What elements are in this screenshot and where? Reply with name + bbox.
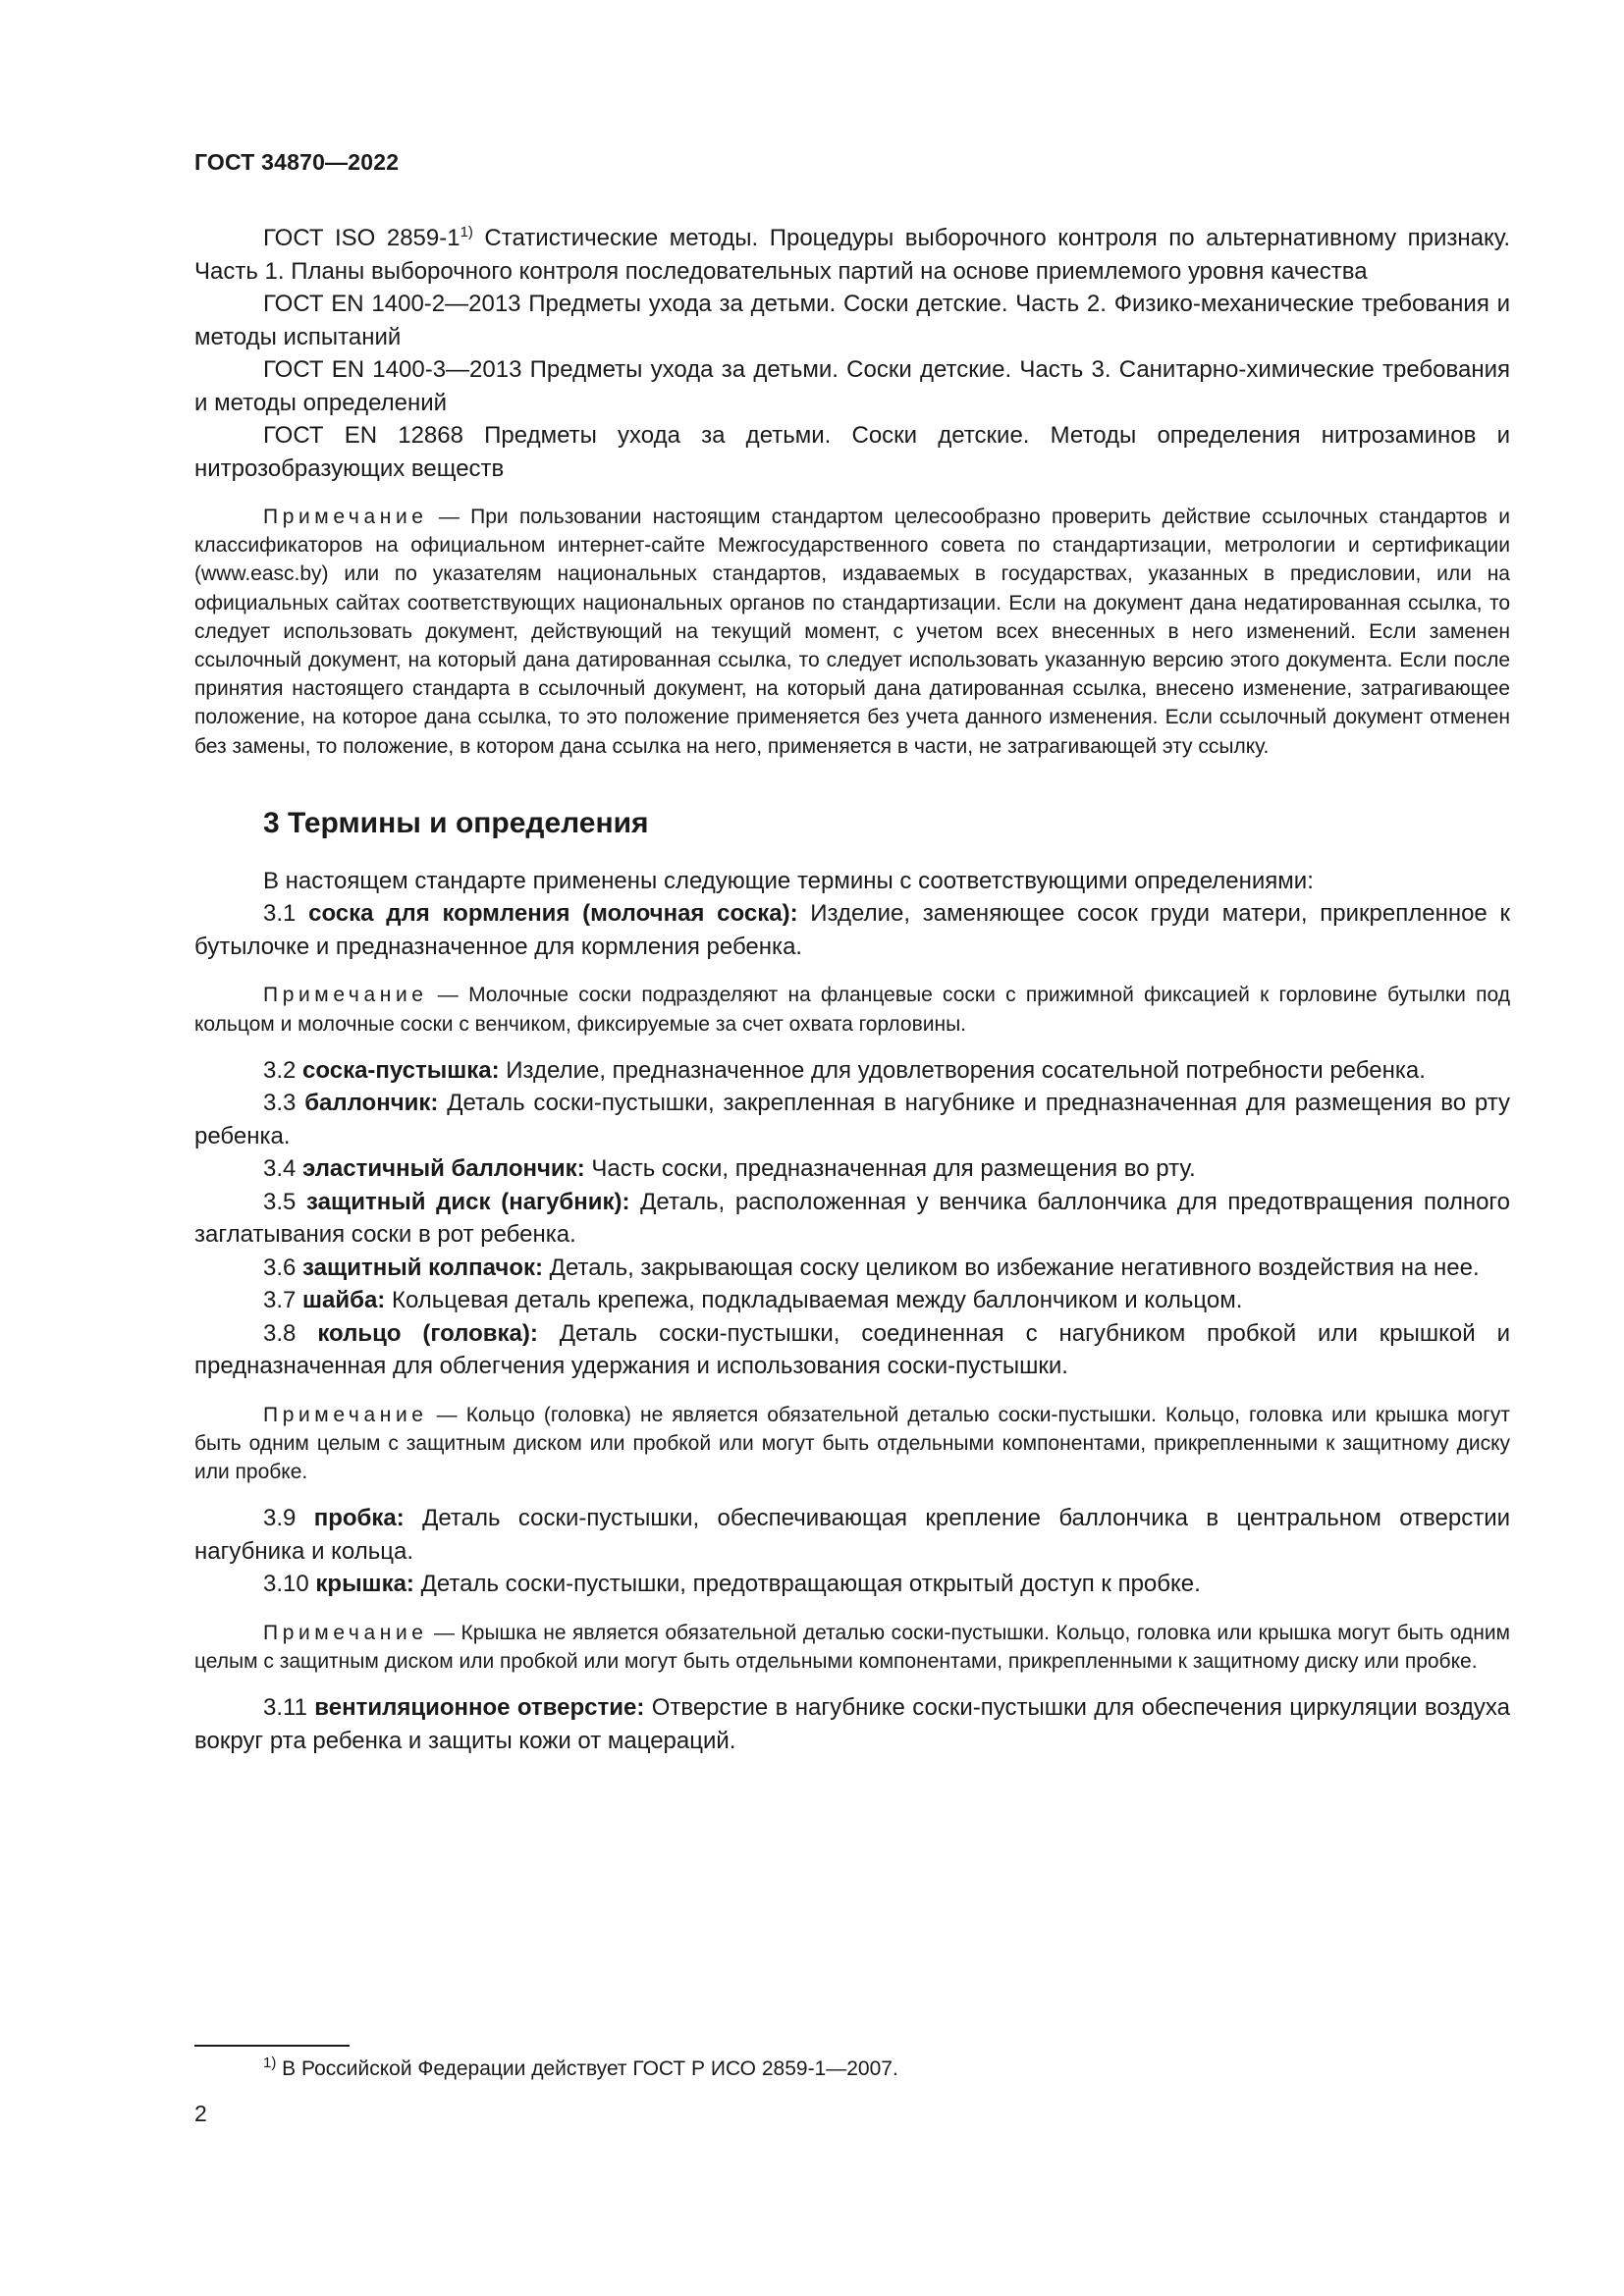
reference-item xyxy=(194,222,1510,288)
term-entry xyxy=(194,1087,1510,1152)
footnote xyxy=(263,2056,898,2083)
note-dash: — xyxy=(427,1621,461,1644)
term-number: 3.7 xyxy=(263,1287,303,1314)
term-note xyxy=(194,1401,1510,1487)
note-label: Примечание xyxy=(263,1621,428,1644)
note-references xyxy=(194,503,1510,761)
footnote-text: В Российской Федерации действует ГОСТ Р ИСО 2859-1—2007. xyxy=(276,2057,898,2080)
term-definition: Часть соски, предназначенная для размещения во рту. xyxy=(584,1155,1196,1183)
note-text: При пользовании настоящим стандартом целесообразно проверить действие ссылочных стандартов и классификаторов на официальном интернет-сайте Межгосударственного совета по стандартизации, метрологии и сертификации (www.easc.by) или по указателям национальных стандартов, издаваемых в государствах, указанных в предисловии, или на официальных сайтах соответствующих национальных органов по стандартизации. Если на документ дана недатированная ссылка, то следует использовать документ, действующий на текущий момент, с учетом всех внесенных в него изменений. Если заменен ссылочный документ, на который дана датированная ссылка, то следует использовать указанную версию этого документа. Если после принятия настоящего стандарта в ссылочный документ, на который дана датированная ссылка, внесено изменение, затрагивающее положение, на которое дана ссылка, то это положение применяется без учета данного изменения. Если ссылочный документ отменен без замены, то положение, в котором дана ссылка на него, применяется в части, не затрагивающей эту ссылку. xyxy=(194,506,1510,758)
term-note xyxy=(194,981,1510,1038)
term-definition: Деталь соски-пустышки, обеспечивающая крепление баллончика в центральном отверстии нагубника и кольца. xyxy=(194,1505,1511,1565)
footnote-marker: 1) xyxy=(460,224,473,240)
term-number: 3.4 xyxy=(263,1155,303,1183)
document-body xyxy=(194,222,1510,1757)
section-intro: В настоящем стандарте применены следующие термины с соответствующими определениями: xyxy=(263,867,1314,894)
term-note xyxy=(194,1619,1510,1676)
term-name: защитный диск (нагубник): xyxy=(306,1188,630,1215)
term-name: пробка: xyxy=(313,1505,405,1532)
term-entry xyxy=(194,1317,1510,1383)
term-number: 3.1 xyxy=(263,900,309,928)
term-number: 3.8 xyxy=(263,1319,318,1347)
term-entry xyxy=(194,1252,1510,1285)
term-definition: Деталь соски-пустышки, предотвращающая открытый доступ к пробке. xyxy=(413,1571,1201,1598)
note-text: Молочные соски подразделяют на фланцевые соски с прижимной фиксацией к горловине бутылки под кольцом и молочные соски с венчиком, фиксируемые за счет охвата горловины. xyxy=(194,984,1511,1036)
note-label: Примечание xyxy=(263,984,428,1007)
term-number: 3.10 xyxy=(263,1571,316,1598)
term-entry xyxy=(194,1502,1510,1568)
term-number: 3.11 xyxy=(263,1694,315,1722)
document-header: ГОСТ 34870—2022 xyxy=(194,149,400,175)
note-text: Кольцо (головка) не является обязательной деталью соски-пустышки. Кольцо, головка или крышка могут быть одним целым с защитным диском или пробкой или могут быть отдельными компонентами, прикрепленными к защитному диску или пробке. xyxy=(194,1403,1511,1484)
term-entry xyxy=(194,1186,1510,1252)
reference-code: ГОСТ ISO 2859-1 xyxy=(263,225,460,251)
term-name: соска-пустышка: xyxy=(302,1056,500,1084)
footnote-divider xyxy=(194,2045,350,2047)
note-dash: — xyxy=(427,1403,466,1426)
note-text: Крышка не является обязательной деталью соски-пустышки. Кольцо, головка или крышка могут быть одним целым с защитным диском или пробкой или могут быть отдельными компонентами, прикрепленными к защитному диску или пробке. xyxy=(194,1621,1510,1674)
term-number: 3.3 xyxy=(263,1090,305,1117)
term-name: защитный колпачок: xyxy=(302,1254,544,1281)
note-label: Примечание xyxy=(263,506,428,528)
term-entry xyxy=(194,1284,1510,1317)
term-name: эластичный баллончик: xyxy=(302,1155,585,1183)
term-definition: Деталь, закрывающая соску целиком во избежание негативного воздействия на нее. xyxy=(543,1254,1480,1281)
note-dash: — xyxy=(427,984,469,1007)
term-entry xyxy=(194,1152,1510,1186)
term-definition: Деталь соски-пустышки, закрепленная в нагубнике и предназначенная для размещения во рту ребенка. xyxy=(194,1090,1511,1149)
reference-item: ГОСТ EN 1400-2—2013 Предметы ухода за детьми. Соски детские. Часть 2. Физико-механические требования и методы испытаний xyxy=(194,291,1510,350)
term-entry xyxy=(194,1568,1510,1601)
term-definition: Изделие, заменяющее сосок груди матери, прикрепленное к бутылочке и предназначенное для кормления ребенка. xyxy=(194,900,1511,960)
reference-text: Статистические методы. Процедуры выборочного контроля по альтернативному признаку. Часть 1. Планы выборочного контроля последовательных партий на основе приемлемого уровня качества xyxy=(194,225,1510,285)
reference-item: ГОСТ EN 12868 Предметы ухода за детьми. Соски детские. Методы определения нитрозаминов и нитрозобразующих веществ xyxy=(194,422,1510,482)
term-name: крышка: xyxy=(315,1571,414,1598)
reference-item: ГОСТ EN 1400-3—2013 Предметы ухода за детьми. Соски детские. Часть 3. Санитарно-химические требования и методы определений xyxy=(194,356,1510,416)
footnote-mark: 1) xyxy=(263,2055,277,2071)
term-definition: Отверстие в нагубнике соски-пустышки для обеспечения циркуляции воздуха вокруг рта ребенка и защиты кожи от мацераций. xyxy=(194,1694,1510,1754)
term-name: вентиляционное отверстие: xyxy=(314,1694,645,1722)
note-label: Примечание xyxy=(263,1403,428,1426)
term-number: 3.5 xyxy=(263,1188,307,1215)
term-number: 3.6 xyxy=(263,1254,303,1281)
term-definition: Деталь, расположенная у венчика баллончика для предотвращения полного заглатывания соски в рот ребенка. xyxy=(194,1188,1511,1249)
term-name: баллончик: xyxy=(304,1090,439,1117)
term-name: соска для кормления (молочная соска): xyxy=(308,900,798,928)
term-definition: Изделие, предназначенное для удовлетворения сосательной потребности ребенка. xyxy=(499,1056,1426,1084)
term-name: кольцо (головка): xyxy=(317,1319,538,1347)
page-number: 2 xyxy=(194,2101,207,2126)
section-title: 3 Термины и определения xyxy=(263,806,649,839)
term-name: шайба: xyxy=(302,1287,386,1314)
term-definition: Кольцевая деталь крепежа, подкладываемая между баллончиком и кольцом. xyxy=(385,1287,1243,1314)
term-entry xyxy=(194,1691,1510,1757)
note-dash: — xyxy=(427,506,471,528)
term-number: 3.2 xyxy=(263,1056,303,1084)
term-definition: Деталь соски-пустышки, соединенная с нагубником пробкой или крышкой и предназначенная для облегчения удержания и использования соски-пустышки. xyxy=(194,1319,1511,1380)
term-entry xyxy=(194,897,1510,963)
term-entry xyxy=(194,1054,1510,1088)
term-number: 3.9 xyxy=(263,1505,314,1532)
